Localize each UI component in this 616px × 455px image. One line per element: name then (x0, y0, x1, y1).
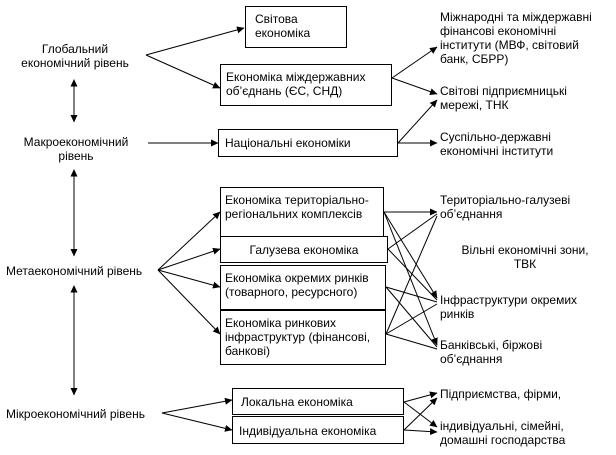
global-level-label: Глобальний економічний рівень (21, 42, 129, 70)
markets-economy-label: Економіка окремих ринків (товарного, ресурсного) (225, 271, 369, 299)
territorial-to-market-infra-line (384, 212, 437, 298)
meta-to-sectoral-arrow (158, 249, 220, 270)
markets-economy-box (220, 265, 386, 310)
micro-to-local-arrow (162, 400, 232, 413)
local-economy-box (232, 388, 404, 415)
individual-to-enterprises-arrow (404, 398, 437, 430)
local-economy-label: Локальна економіка (241, 395, 353, 409)
meta-to-infrastructure-arrow (158, 270, 220, 334)
sectoral-economy-label: Галузева економіка (249, 243, 359, 257)
intl-institutions-text: Міжнародні та міждержавні фінансові економічні інститути (МВФ, світовий банк, СБРР) (440, 10, 592, 66)
world-networks-text: Світові підприємницькі мережі, ТНК (440, 84, 567, 112)
micro-level-label: Мікроекономічний рівень (6, 407, 145, 421)
territorial-economy-box (220, 187, 384, 237)
interstate-economy-box (220, 64, 392, 106)
global-to-interstate-arrow (146, 55, 220, 88)
macro-level-label: Макроекономічний рівень (23, 135, 129, 163)
interstate-economy-label: Економіка міждержавних об’єднань (ЄС, СНД) (226, 70, 366, 98)
sectoral-economy-box (220, 236, 388, 263)
national-economies-label: Національні економіки (225, 136, 351, 150)
meta-to-territorial-arrow (158, 212, 220, 270)
territorial-associations-text: Територіально-галузеві об’єднання (440, 193, 571, 221)
local-to-enterprises-arrow (404, 393, 437, 402)
markets-to-market-infra-line (386, 287, 437, 302)
infrastructure-economy-box (220, 310, 386, 365)
sectoral-to-assoc-line (388, 214, 437, 249)
interstate-to-networks-arrow (392, 78, 437, 94)
individual-to-households-arrow (404, 430, 437, 432)
infrastructure-to-market-infra-line (386, 304, 437, 334)
meta-level-label: Метаекономічний рівень (6, 264, 143, 278)
enterprises-text: Підприємства, фірми, (440, 387, 562, 401)
infrastructure-economy-label: Економіка ринкових інфраструктур (фінансові, банкові) (225, 316, 371, 358)
meta-to-markets-arrow (158, 270, 220, 287)
free-economic-zones-text: Вільні економічні зони, ТВК (461, 243, 589, 271)
public-institutions-text: Суспільно-державні економічні інститути (440, 130, 554, 158)
bank-exchange-associations-text: Банківські, біржові об’єднання (440, 338, 543, 366)
interstate-to-intl-arrow (392, 47, 437, 78)
individual-economy-label: Індивідуальна економіка (239, 424, 377, 438)
world-economy-box (245, 6, 347, 48)
national-to-networks-arrow (398, 100, 437, 143)
micro-to-individual-arrow (162, 413, 232, 430)
territorial-economy-label: Економіка територіально- регіональних комплексів (225, 193, 369, 221)
sectoral-to-market-infra-line (388, 249, 437, 300)
households-text: індивідуальні, сімейні, домашні господарства (440, 419, 566, 447)
national-economies-box (218, 129, 398, 157)
market-infrastructures-text: Інфраструктури окремих ринків (440, 293, 578, 321)
global-to-world-arrow (146, 28, 244, 55)
world-economy-label: Світова економіка (255, 12, 311, 40)
infrastructure-to-bank-line (386, 334, 437, 349)
individual-economy-box (232, 416, 404, 444)
